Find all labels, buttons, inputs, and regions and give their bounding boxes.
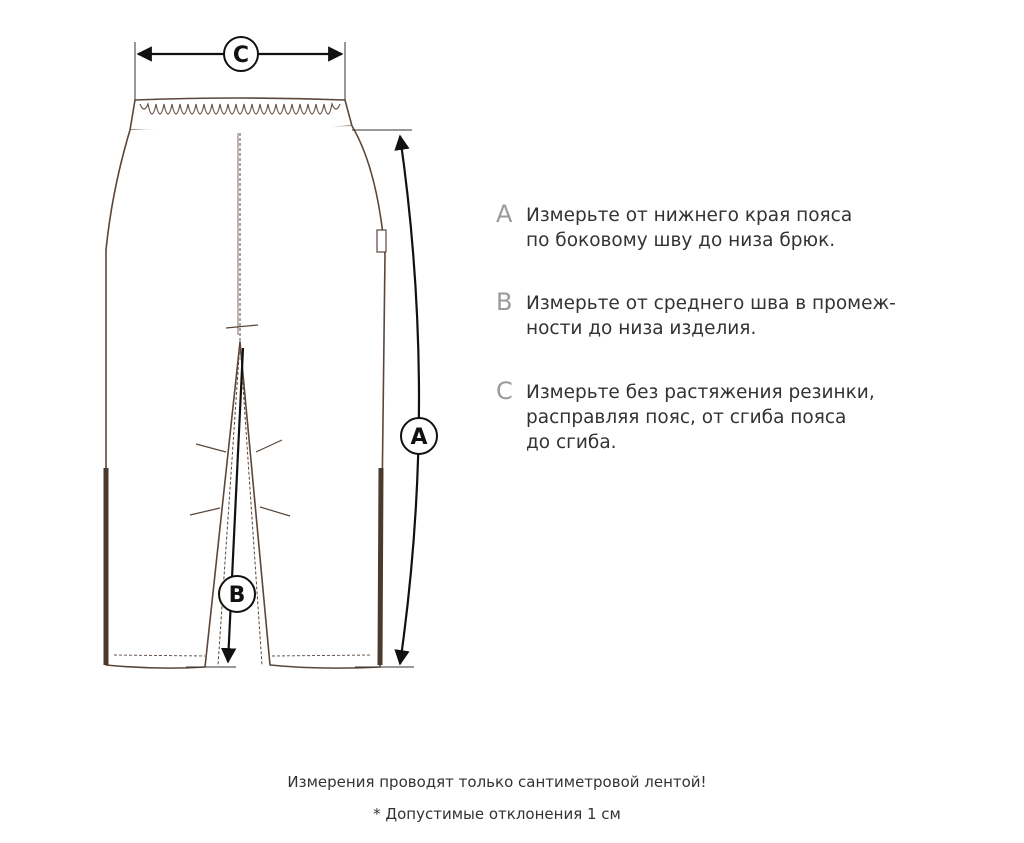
instruction-a-letter: A — [496, 200, 513, 228]
measure-c — [135, 37, 345, 100]
instruction-c-letter: C — [496, 377, 513, 405]
right-side-stripe — [380, 468, 381, 665]
label-c: C — [232, 43, 250, 68]
instruction-b-text: Измерьте от среднего шва в промеж- ности до низа изделия. — [526, 293, 896, 339]
waistband — [130, 98, 352, 131]
label-b: B — [228, 583, 246, 608]
measuring-tape-note: Измерения проводят только сантиметровой лентой! — [287, 773, 707, 791]
instruction-b-letter: B — [496, 288, 513, 316]
side-tab — [377, 230, 386, 252]
instruction-a-text: Измерьте от нижнего края пояса по боковому шву до низа брюк. — [526, 205, 853, 251]
tolerance-note: * Допустимые отклонения 1 см — [373, 805, 621, 823]
label-a: A — [410, 425, 428, 450]
instruction-c-text: Измерьте без растяжения резинки, расправляя пояс, от сгиба пояса до сгиба. — [526, 382, 875, 453]
